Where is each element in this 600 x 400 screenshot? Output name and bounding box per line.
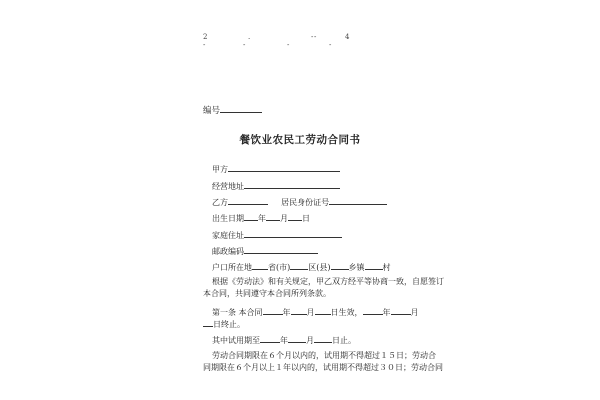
business-address-label: 经营地址 [212, 182, 244, 191]
postal-code-blank [244, 245, 318, 254]
birth-day-blank [288, 212, 302, 221]
district-blank [290, 261, 308, 270]
document-title: 餐饮业农民工劳动合同书 [239, 134, 361, 146]
village-label: 村 [382, 263, 391, 272]
probation-month-label: 月 [306, 336, 314, 345]
header-mark: 4 [345, 33, 350, 41]
article-1-line-2 [203, 318, 245, 330]
probation-year-blank [260, 334, 280, 343]
end-year-blank [363, 306, 383, 315]
header-mark: - [203, 41, 206, 49]
start-month-blank [291, 306, 307, 315]
paragraph-1-line-1: 根据《劳动法》和有关规定，甲乙双方经平等协商一致，自愿签订 [212, 277, 444, 286]
probation-day-blank [314, 334, 332, 343]
party-a-label: 甲方 [212, 165, 228, 174]
header-marks [203, 34, 363, 50]
probation-month-blank [288, 334, 306, 343]
header-mark: . [248, 33, 251, 41]
province-label: 省(市) [268, 263, 291, 272]
day-label: 日 [302, 214, 310, 223]
start-year-label: 年 [282, 308, 291, 317]
home-address-label: 家庭住址 [212, 231, 244, 240]
birth-date-label: 出生日期 [212, 214, 244, 223]
postal-code-label: 邮政编码 [212, 247, 244, 256]
party-a-row [212, 163, 340, 175]
birth-month-blank [266, 212, 280, 221]
contract-number [203, 104, 262, 116]
article-1-start: 日生效， [330, 308, 363, 317]
header-mark: - [287, 41, 290, 49]
party-b-label: 乙方 [212, 198, 228, 207]
header-mark: 2 [203, 33, 208, 41]
start-month-label: 月 [306, 308, 315, 317]
district-label: 区(县) [308, 263, 331, 272]
home-address-row [212, 229, 342, 241]
business-address-row [212, 180, 340, 192]
article-1-prefix: 第一条 本合同 [212, 308, 263, 317]
start-year-blank [263, 306, 283, 315]
end-month-label: 月 [410, 308, 419, 317]
end-day-blank [203, 318, 213, 327]
header-mark: - [314, 33, 317, 41]
number-blank [220, 104, 262, 113]
article-1-end: 日终止。 [213, 320, 245, 329]
id-card-label: 居民身份证号 [281, 198, 330, 207]
start-day-blank [315, 306, 331, 315]
party-a-blank [228, 163, 340, 172]
year-label: 年 [258, 214, 266, 223]
village-blank [365, 261, 383, 270]
party-b-blank [228, 196, 268, 205]
header-mark: - [311, 33, 314, 41]
end-year-label: 年 [382, 308, 391, 317]
town-label: 乡镇 [348, 263, 365, 272]
province-blank [252, 261, 268, 270]
paragraph-1-line-2: 本合同，共同遵守本合同所列条款。 [203, 289, 331, 298]
birth-date-row [212, 212, 310, 224]
probation-prefix: 其中试用期至 [212, 336, 260, 345]
probation-line [212, 334, 356, 346]
hukou-row [212, 261, 391, 273]
birth-year-blank [244, 212, 258, 221]
postal-code-row [212, 245, 318, 257]
header-mark: - [243, 41, 246, 49]
home-address-blank [244, 229, 342, 238]
hukou-label: 户口所在地 [212, 263, 252, 272]
id-card-blank [329, 196, 387, 205]
party-b-row [212, 196, 387, 208]
town-blank [331, 261, 349, 270]
business-address-blank [244, 180, 340, 189]
paragraph-3-line-1: 劳动合同期限在６个月以内的，试用期不得超过１５日；劳动合 [212, 351, 436, 360]
paragraph-3-line-2: 同期限在６个月以上１年以内的，试用期不得超过３０日；劳动合同 [203, 363, 443, 372]
probation-end: 日止。 [332, 336, 356, 345]
number-label: 编号 [203, 106, 221, 116]
article-1-line [212, 306, 419, 318]
probation-year-label: 年 [280, 336, 288, 345]
month-label: 月 [280, 214, 288, 223]
end-month-blank [391, 306, 411, 315]
header-mark: - [329, 41, 332, 49]
